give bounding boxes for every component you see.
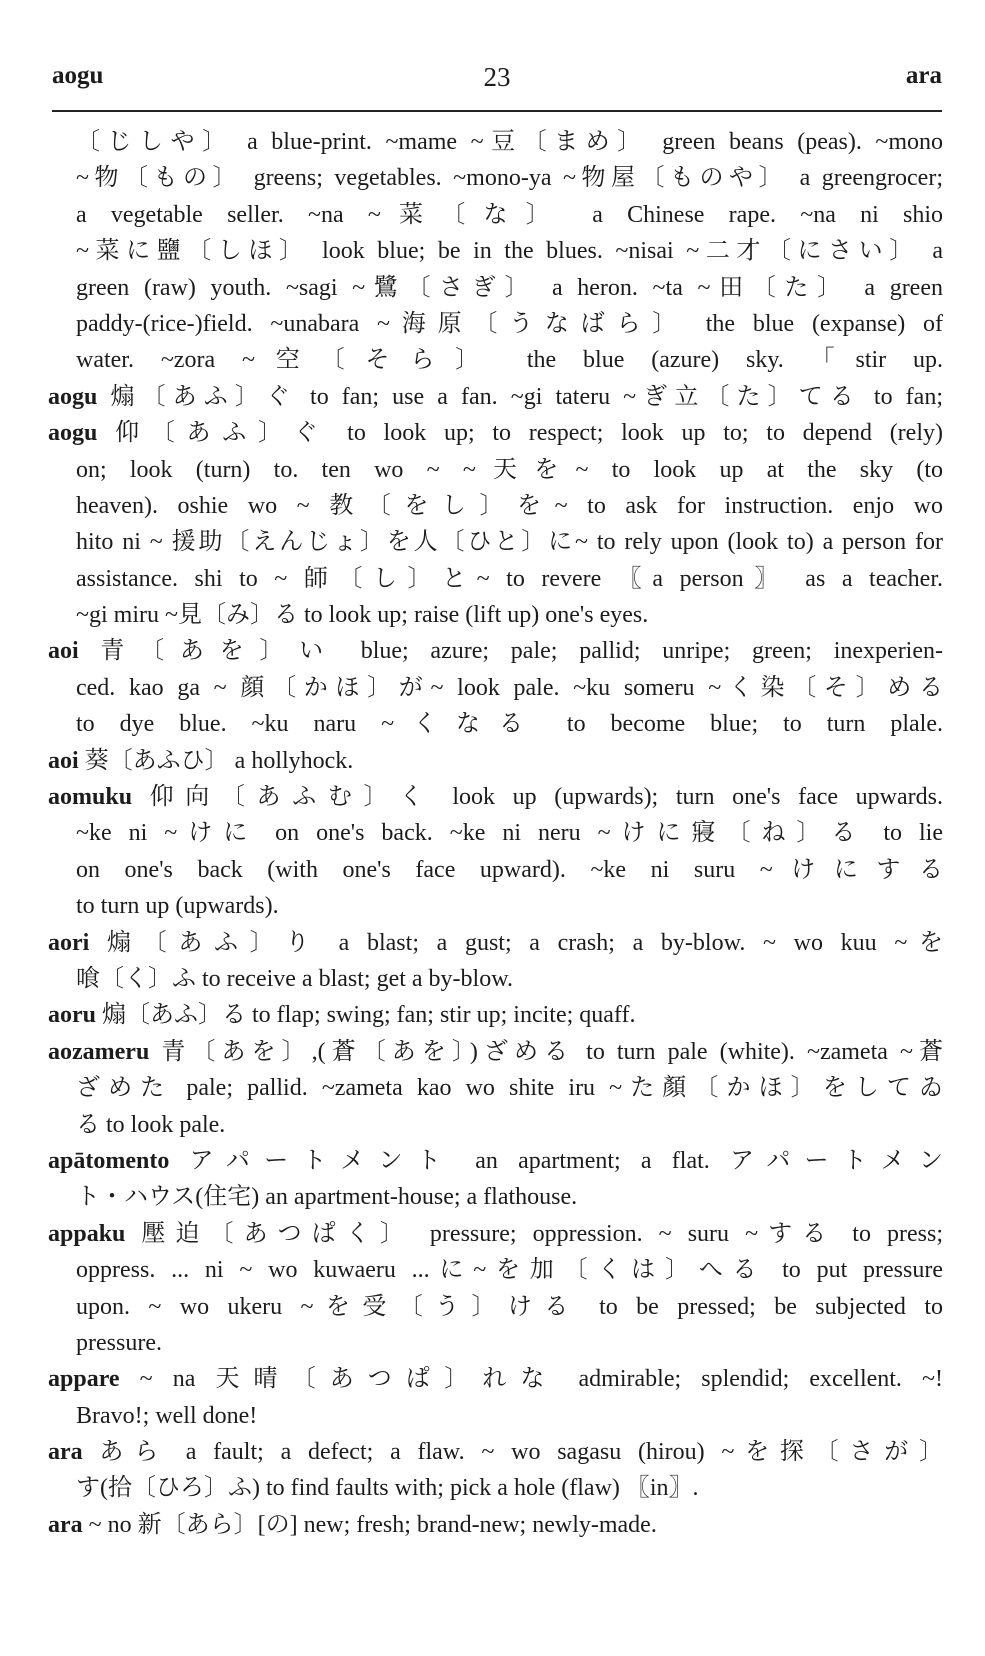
entry-line: upon. ~ wo ukeru ~を受〔う〕ける to be pressed; be subjected to <box>76 1293 943 1320</box>
entry-line: る to look pale. <box>76 1111 226 1138</box>
headword: appare <box>48 1366 120 1393</box>
entry-line: ~ke ni ~けに on one's back. ~ke ni neru ~けに寢〔ね〕る to lie <box>76 820 943 847</box>
headword-line: apātomento アパートメント an apartment; a flat. アパートメン <box>48 1147 943 1174</box>
headword: aoi <box>48 747 79 774</box>
headword: aomuku <box>48 784 133 811</box>
headword: ara <box>48 1511 83 1538</box>
entry-line: water. ~zora ~空〔そら〕 the blue (azure) sky. 「stir up. <box>76 347 943 374</box>
entry-line: paddy-(rice-)field. ~unabara ~海原〔うなばら〕 the blue (expanse) of <box>76 310 943 337</box>
entry-line: ~gi miru ~見〔み〕る to look up; raise (lift up) one's eyes. <box>76 602 649 629</box>
headword-line: aoru 煽〔あふ〕る to flap; swing; fan; stir up; incite; quaff. <box>48 1002 636 1029</box>
entry-line: ~菜に鹽〔しほ〕 look blue; be in the blues. ~nisai ~二才〔にさい〕 a <box>76 238 943 265</box>
entry-line: pressure. <box>76 1329 162 1356</box>
header-rule <box>52 110 942 112</box>
dictionary-entries <box>48 124 943 1543</box>
headword-line: appare ~ na 天晴〔あつぱ〕れな admirable; splendid; excellent. ~! <box>48 1366 943 1393</box>
entry-line: green (raw) youth. ~sagi ~鷺〔さぎ〕 a heron. ~ta ~田〔た〕 a green <box>76 274 943 301</box>
right-guide-word: ara <box>905 62 942 89</box>
headword-line: aomuku 仰向〔あふむ〕く look up (upwards); turn one's face upwards. <box>48 784 943 811</box>
headword: apātomento <box>48 1147 170 1174</box>
entry-line: ト・ハウス(住宅) an apartment-house; a flathouse. <box>76 1184 578 1211</box>
entry-line: assistance. shi to ~ 師〔し〕と~ to revere 〖a person〗 as a teacher. <box>76 565 943 592</box>
headword-line: aoi 青〔あを〕い blue; azure; pale; pallid; unripe; green; inexperien- <box>48 638 943 665</box>
entry-line: on; look (turn) to. ten wo ~ ~天を~ to look up at the sky (to <box>76 456 943 483</box>
headword: aogu <box>48 383 98 410</box>
entry-line: to dye blue. ~ku naru ~くなる to become blue; to turn plale. <box>76 711 943 738</box>
headword-line: aozameru 青〔あを〕,(蒼〔あを〕)ざめる to turn pale (white). ~zameta ~蒼 <box>48 1038 943 1065</box>
page-header <box>52 62 942 102</box>
headword: appaku <box>48 1220 126 1247</box>
headword-line: aogu 煽〔あふ〕ぐ to fan; use a fan. ~gi tateru ~ぎ立〔た〕てる to fan; <box>48 383 943 410</box>
entry-line: oppress. ... ni ~ wo kuwaeru ...に~を加〔くは〕へる to put pressure <box>76 1257 943 1284</box>
headword: aoru <box>48 1002 96 1029</box>
entry-line: Bravo!; well done! <box>76 1402 258 1429</box>
entry-line: a vegetable seller. ~na ~菜〔な〕 a Chinese rape. ~na ni shio <box>76 201 943 228</box>
entry-line: heaven). oshie wo ~ 教〔をし〕を~ to ask for instruction. enjo wo <box>76 492 943 519</box>
headword: aozameru <box>48 1038 150 1065</box>
entry-line: on one's back (with one's face upward). ~ke ni suru ~けにする <box>76 856 943 883</box>
entry-line: ざめた pale; pallid. ~zameta kao wo shite iru ~た顏〔かほ〕をしてゐ <box>76 1075 943 1102</box>
headword-line: ara あら a fault; a defect; a flaw. ~ wo sagasu (hirou) ~を探〔さが〕 <box>48 1439 943 1466</box>
headword: ara <box>48 1439 83 1466</box>
headword-line: aori 煽〔あふ〕り a blast; a gust; a crash; a by-blow. ~ wo kuu ~を <box>48 929 943 956</box>
entry-line: 喰〔く〕ふ to receive a blast; get a by-blow. <box>76 965 513 992</box>
entry-line: ced. kao ga ~ 顔〔かほ〕が~ look pale. ~ku someru ~く染〔そ〕める <box>76 674 943 701</box>
headword-line: aoi 葵〔あふひ〕 a hollyhock. <box>48 747 354 774</box>
entry-line: 〔じしや〕 a blue-print. ~mame ~豆〔まめ〕 green beans (peas). ~mono <box>76 129 943 155</box>
headword-line: aogu 仰〔あふ〕ぐ to look up; to respect; look up to; to depend (rely) <box>48 420 943 447</box>
headword-line: appaku 壓迫〔あつぱく〕 pressure; oppression. ~ suru ~する to press; <box>48 1220 943 1247</box>
left-guide-word: aogu <box>52 62 104 89</box>
entry-line: ~物〔もの〕 greens; vegetables. ~mono-ya ~物屋〔ものや〕 a greengrocer; <box>76 165 943 192</box>
headword-line: ara ~ no 新〔あら〕[の] new; fresh; brand-new; newly-made. <box>48 1511 657 1538</box>
entry-line: す(拾〔ひろ〕ふ) to find faults with; pick a hole (flaw) 〖in〗. <box>76 1475 699 1502</box>
entry-line: hito ni ~ 援助〔えんじょ〕を人〔ひと〕に~ to rely upon (look to) a person for <box>76 529 943 556</box>
headword: aogu <box>48 420 98 447</box>
page-number: 23 <box>483 62 511 92</box>
entry-line: to turn up (upwards). <box>76 893 279 920</box>
headword: aori <box>48 929 90 956</box>
headword: aoi <box>48 638 79 665</box>
